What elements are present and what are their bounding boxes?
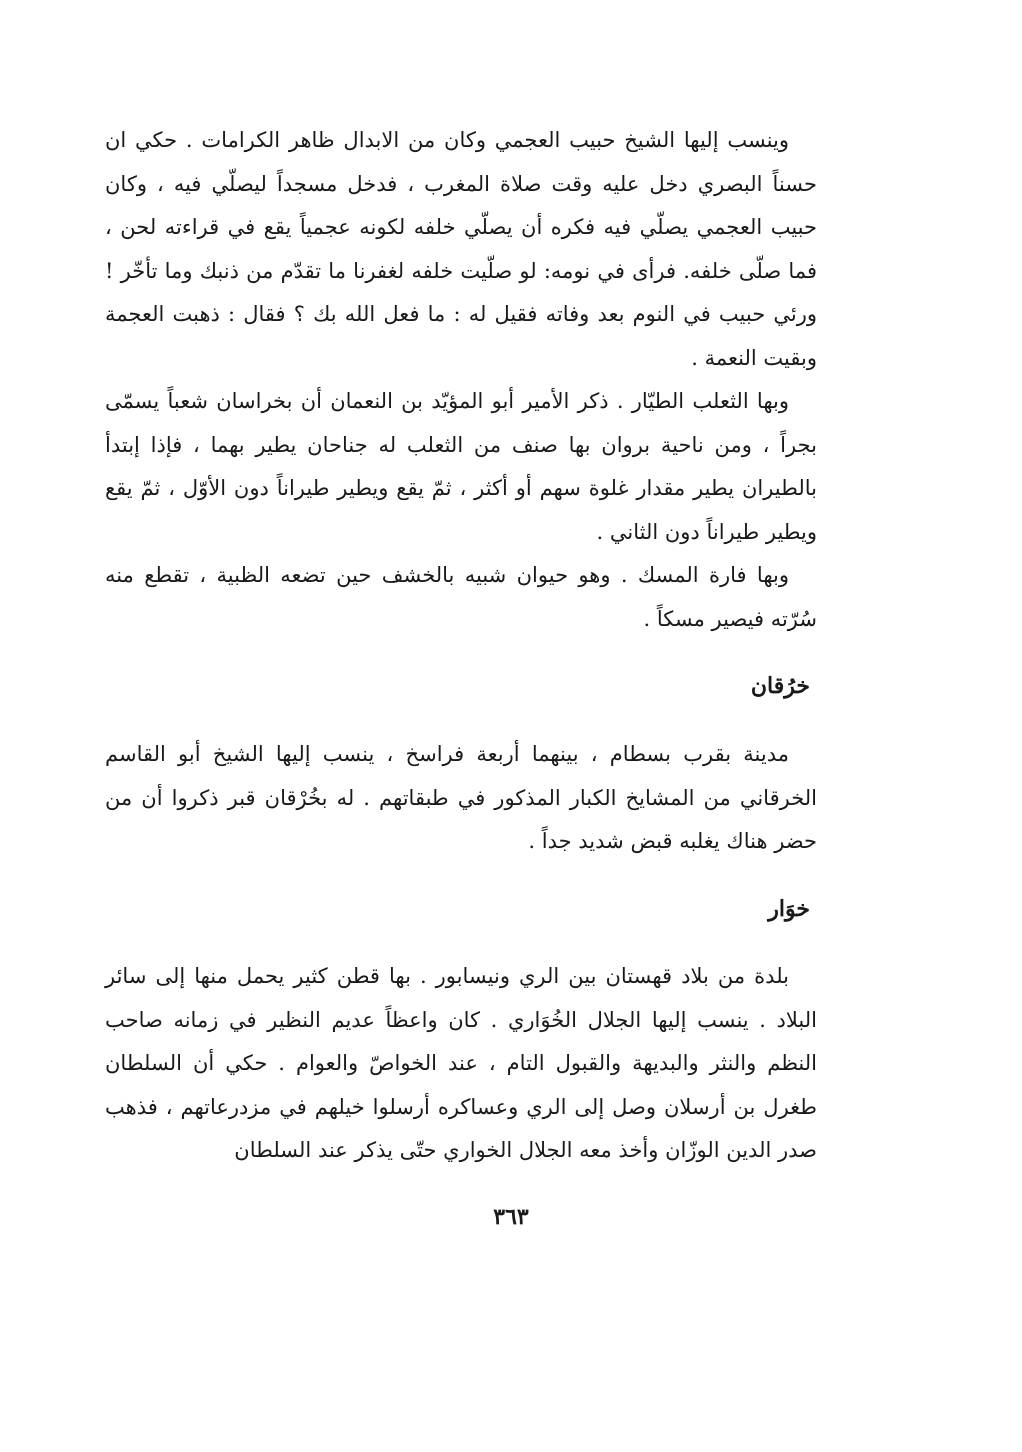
- paragraph-flying-fox: وبها الثعلب الطيّار . ذكر الأمير أبو المؤيّد بن النعمان أن بخراسان شعباً يسمّى بجراً ، ومن ناحية بروان بها صنف من الثعلب له جناحان يطير بهما ، فإذا إبتدأ بالطيران يطير مقدار غلوة سهم أو أكثر ، ثمّ يقع ويطير طيراناً دون الأوّل ، ثمّ يقع ويطير طيراناً دون الثاني .: [105, 389, 817, 544]
- paragraph-musk-deer: وبها فارة المسك . وهو حيوان شبيه بالخشف حين تضعه الظبية ، تقطع منه سُرّته فيصير مسكاً .: [105, 563, 817, 631]
- section-habib-text: [105, 119, 817, 641]
- heading-khuwar: خوَار: [768, 896, 810, 922]
- page-number: ٣٦٣: [493, 1204, 529, 1230]
- paragraph-khuwar: بلدة من بلاد قهستان بين الري ونيسابور . بها قطن كثير يحمل منها إلى سائر البلاد . ينسب إليها الجلال الخُوَاري . كان واعظاً عديم النظير في زمانه صاحب النظم والنثر والبديهة والقبول التام ، عند الخواصّ والعوام . حكي أن السلطان طغرل بن أرسلان وصل إلى الري وعساكره أرسلوا خيلهم في مزدرعاتهم ، فذهب صدر الدين الوزّان وأخذ معه الجلال الخواري حتّى يذكر عند السلطان: [105, 964, 817, 1162]
- section-khuwar-text: [105, 955, 817, 1173]
- paragraph-habib-ajami: وينسب إليها الشيخ حبيب العجمي وكان من الابدال ظاهر الكرامات . حكي ان حسناً البصري دخل عليه وقت صلاة المغرب ، فدخل مسجداً ليصلّي فيه ، وكان حبيب العجمي يصلّي فيه فكره أن يصلّي خلفه لكونه عجمياً يقع في قراءته لحن ، فما صلّى خلفه. فرأى في نومه: لو صلّيت خلفه لغفرنا ما تقدّم من ذنبك وما تأخّر ! ورئي حبيب في النوم بعد وفاته فقيل له : ما فعل الله بك ؟ فقال : ذهبت العجمة وبقيت النعمة .: [105, 128, 817, 370]
- heading-kharaqan: خرُقان: [750, 673, 810, 699]
- section-kharaqan-text: [105, 733, 817, 864]
- paragraph-kharaqan: مدينة بقرب بسطام ، بينهما أربعة فراسخ ، ينسب إليها الشيخ أبو القاسم الخرقاني من المشايخ الكبار المذكور في طبقاتهم . له بخُرْقان قبر ذكروا أن من حضر هناك يغلبه قبض شديد جداً .: [105, 742, 817, 853]
